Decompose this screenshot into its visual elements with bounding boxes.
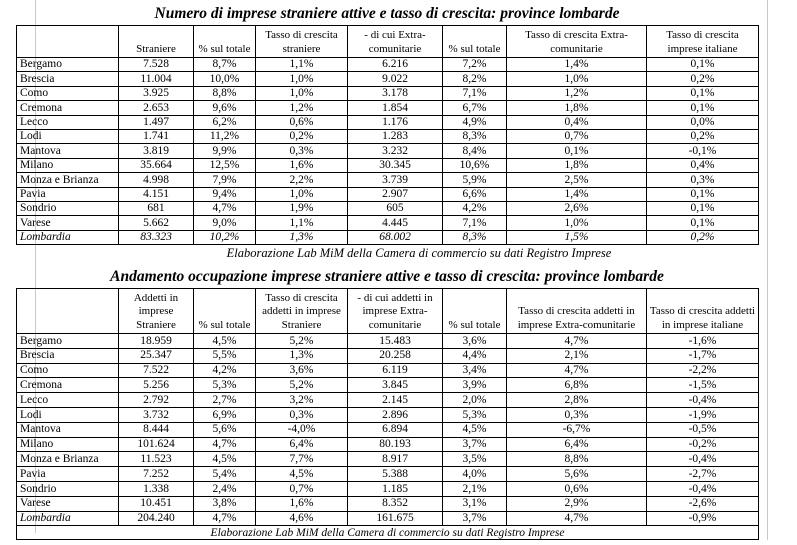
value-cell: 7,2% [443,58,507,72]
column-header-5: % sul totale [443,289,507,334]
value-cell: 6,9% [194,408,256,423]
value-cell: 5,9% [443,173,507,187]
value-cell: 3,6% [443,334,507,349]
value-cell: 6,8% [507,378,647,393]
value-cell: 4,2% [194,363,256,378]
value-cell: 3,1% [443,496,507,511]
value-cell: 0,1% [647,187,759,201]
table-row [17,101,759,115]
province-cell: Lecco [17,393,119,408]
value-cell: 1,0% [507,216,647,230]
value-cell: 2,9% [507,496,647,511]
table2-body [17,334,759,526]
value-cell: 5,4% [194,467,256,482]
province-cell: Sondrio [17,201,119,215]
value-cell: 6.119 [348,363,443,378]
value-cell: 2,1% [507,348,647,363]
value-cell: 1,4% [507,58,647,72]
value-cell: 1.497 [119,115,194,129]
province-cell: Milano [17,437,119,452]
value-cell: 5,6% [194,422,256,437]
value-cell: 2.653 [119,101,194,115]
province-cell: Como [17,86,119,100]
column-header-3: Tasso di crescita straniere [256,26,348,58]
table-row [17,437,759,452]
value-cell: 3.732 [119,408,194,423]
column-header-6: Tasso di crescita Extra-comunitarie [507,26,647,58]
value-cell: 9.022 [348,72,443,86]
value-cell: 5,2% [256,334,348,349]
value-cell: 681 [119,201,194,215]
value-cell: 9,4% [194,187,256,201]
value-cell: 0,0% [647,115,759,129]
value-cell: 605 [348,201,443,215]
value-cell: 3,9% [443,378,507,393]
value-cell: 5,5% [194,348,256,363]
table1-body [17,58,759,245]
province-cell: Pavia [17,187,119,201]
value-cell: 1,2% [507,86,647,100]
value-cell: 4.151 [119,187,194,201]
value-cell: 0,7% [256,482,348,497]
value-cell: 3,2% [256,393,348,408]
province-cell: Milano [17,158,119,172]
table-row [17,334,759,349]
table-row [17,86,759,100]
value-cell: 9,6% [194,101,256,115]
value-cell: 6,2% [194,115,256,129]
value-cell: -6,7% [507,422,647,437]
value-cell: 8,3% [443,129,507,143]
province-cell: Mantova [17,144,119,158]
value-cell: 2.145 [348,393,443,408]
value-cell: 4,4% [443,348,507,363]
value-cell: 6,6% [443,187,507,201]
value-cell: 1,4% [507,187,647,201]
value-cell: -0,2% [647,437,759,452]
value-cell: 2.896 [348,408,443,423]
value-cell: 4,7% [507,363,647,378]
value-cell: 0,1% [647,201,759,215]
value-cell: 0,1% [647,216,759,230]
value-cell: 10.451 [119,496,194,511]
column-header-1: Straniere [119,26,194,58]
value-cell: 3,5% [443,452,507,467]
column-header-7: Tasso di crescita imprese italiane [647,26,759,58]
column-header-2: % sul totale [194,26,256,58]
value-cell: 7.252 [119,467,194,482]
value-cell: 7,7% [256,452,348,467]
value-cell: 30.345 [348,158,443,172]
value-cell: 8,7% [194,58,256,72]
value-cell: 2,1% [443,482,507,497]
value-cell: 4,6% [256,511,348,526]
value-cell: 1,6% [256,158,348,172]
value-cell: 18.959 [119,334,194,349]
value-cell: 3.232 [348,144,443,158]
table1-title: Numero di imprese straniere attive e tasso di crescita: province lombarde [154,5,620,22]
value-cell: 0,2% [647,129,759,143]
value-cell: 35.664 [119,158,194,172]
value-cell: -0,1% [647,144,759,158]
table-row [17,158,759,172]
value-cell: 2,8% [507,393,647,408]
value-cell: 1,1% [256,216,348,230]
value-cell: 5.256 [119,378,194,393]
value-cell: 7.528 [119,58,194,72]
value-cell: 83.323 [119,230,194,244]
value-cell: 5.388 [348,467,443,482]
value-cell: 0,4% [647,158,759,172]
value-cell: 2.792 [119,393,194,408]
table-row [17,496,759,511]
value-cell: 3,8% [194,496,256,511]
value-cell: 11,2% [194,129,256,143]
value-cell: 2,7% [194,393,256,408]
value-cell: -1,5% [647,378,759,393]
value-cell: -0,4% [647,452,759,467]
province-cell: Brescia [17,72,119,86]
value-cell: -4,0% [256,422,348,437]
value-cell: 5,6% [507,467,647,482]
table-row [17,467,759,482]
value-cell: 8,2% [443,72,507,86]
value-cell: 8.444 [119,422,194,437]
value-cell: 3,6% [256,363,348,378]
value-cell: 1.176 [348,115,443,129]
column-header-4: - di cui addetti in imprese Extra-comunitarie [348,289,443,334]
value-cell: 12,5% [194,158,256,172]
table-row [17,129,759,143]
value-cell: -1,6% [647,334,759,349]
value-cell: 1,8% [507,101,647,115]
value-cell: 8,3% [443,230,507,244]
value-cell: 0,3% [256,144,348,158]
header-row [17,26,759,58]
table-row [17,201,759,215]
value-cell: 4,7% [507,334,647,349]
value-cell: 4,9% [443,115,507,129]
value-cell: -2,2% [647,363,759,378]
value-cell: 0,1% [647,101,759,115]
value-cell: -0,9% [647,511,759,526]
province-cell: Lecco [17,115,119,129]
value-cell: 1,0% [256,86,348,100]
table-row [17,363,759,378]
table-row [17,58,759,72]
header-row [17,289,759,334]
value-cell: 7,1% [443,86,507,100]
province-cell: Monza e Brianza [17,452,119,467]
value-cell: 1.185 [348,482,443,497]
table1-header [17,26,759,58]
province-cell: Monza e Brianza [17,173,119,187]
table-row [17,511,759,526]
value-cell: 1,6% [256,496,348,511]
value-cell: 0,2% [647,72,759,86]
value-cell: 3.925 [119,86,194,100]
table-row [17,408,759,423]
sheet [16,0,758,540]
value-cell: 161.675 [348,511,443,526]
value-cell: 0,3% [647,173,759,187]
value-cell: 1,3% [256,348,348,363]
value-cell: -0,4% [647,393,759,408]
value-cell: 3,7% [443,511,507,526]
value-cell: 5,2% [256,378,348,393]
value-cell: 1.283 [348,129,443,143]
value-cell: 68.002 [348,230,443,244]
value-cell: 0,3% [507,408,647,423]
table-row [17,378,759,393]
table-row [17,393,759,408]
table2-title: Andamento occupazione imprese straniere attive e tasso di crescita: province lombarde [110,268,664,286]
value-cell: 0,1% [647,58,759,72]
value-cell: 1,1% [256,58,348,72]
value-cell: 7,1% [443,216,507,230]
value-cell: -0,4% [647,482,759,497]
table-row [17,422,759,437]
value-cell: 1.854 [348,101,443,115]
value-cell: 3,4% [443,363,507,378]
value-cell: 1.741 [119,129,194,143]
value-cell: 5.662 [119,216,194,230]
province-cell: Sondrio [17,482,119,497]
value-cell: 0,2% [647,230,759,244]
value-cell: 7.522 [119,363,194,378]
value-cell: 1.338 [119,482,194,497]
value-cell: 3.845 [348,378,443,393]
value-cell: 4,5% [256,467,348,482]
column-header-1: Addetti in imprese Straniere [119,289,194,334]
province-cell: Lodi [17,129,119,143]
province-cell: Brescia [17,348,119,363]
value-cell: 10,0% [194,72,256,86]
province-cell: Lombardia [17,230,119,244]
value-cell: 2,0% [443,393,507,408]
value-cell: 6.894 [348,422,443,437]
value-cell: 3,7% [443,437,507,452]
value-cell: 4.998 [119,173,194,187]
table-row [17,452,759,467]
value-cell: 101.624 [119,437,194,452]
table-row [17,482,759,497]
value-cell: 0,6% [256,115,348,129]
value-cell: 4,5% [443,422,507,437]
value-cell: 6,4% [256,437,348,452]
value-cell: 4,2% [443,201,507,215]
column-header-6: Tasso di crescita addetti in imprese Extra-comunitarie [507,289,647,334]
value-cell: 3.819 [119,144,194,158]
column-header-4: - di cui Extra-comunitarie [348,26,443,58]
table-addetti-imprese-straniere [16,288,759,540]
value-cell: 4,0% [443,467,507,482]
value-cell: 5,3% [194,378,256,393]
value-cell: 11.004 [119,72,194,86]
value-cell: 0,1% [647,86,759,100]
province-cell: Cremona [17,101,119,115]
value-cell: 4,7% [507,511,647,526]
table2-header [17,289,759,334]
value-cell: 1,0% [256,187,348,201]
table-row [17,173,759,187]
province-cell: Como [17,363,119,378]
value-cell: 9,0% [194,216,256,230]
column-header-5: % sul totale [443,26,507,58]
column-header-0 [17,26,119,58]
province-cell: Bergamo [17,334,119,349]
value-cell: 2,6% [507,201,647,215]
value-cell: 6.216 [348,58,443,72]
value-cell: 4,7% [194,511,256,526]
value-cell: 8,8% [194,86,256,100]
value-cell: 2.907 [348,187,443,201]
province-cell: Varese [17,496,119,511]
value-cell: 8,4% [443,144,507,158]
value-cell: 80.193 [348,437,443,452]
value-cell: 1,0% [256,72,348,86]
value-cell: 0,6% [507,482,647,497]
value-cell: 0,3% [256,408,348,423]
value-cell: 1,2% [256,101,348,115]
value-cell: 9,9% [194,144,256,158]
value-cell: -0,5% [647,422,759,437]
table-row [17,72,759,86]
value-cell: 1,8% [507,158,647,172]
value-cell: 0,7% [507,129,647,143]
table-imprese-straniere [16,25,759,245]
value-cell: 4.445 [348,216,443,230]
province-cell: Varese [17,216,119,230]
province-cell: Cremona [17,378,119,393]
table-row [17,230,759,244]
value-cell: -2,6% [647,496,759,511]
value-cell: 1,0% [507,72,647,86]
table-row [17,216,759,230]
value-cell: 8,8% [507,452,647,467]
value-cell: 25.347 [119,348,194,363]
value-cell: 11.523 [119,452,194,467]
value-cell: 3.178 [348,86,443,100]
page-break-guide-right [767,0,768,540]
value-cell: 0,2% [256,129,348,143]
value-cell: 4,5% [194,452,256,467]
value-cell: 10,2% [194,230,256,244]
value-cell: 6,4% [507,437,647,452]
province-cell: Lodi [17,408,119,423]
value-cell: 204.240 [119,511,194,526]
table-row [17,115,759,129]
value-cell: 2,2% [256,173,348,187]
column-header-0 [17,289,119,334]
value-cell: 7,9% [194,173,256,187]
value-cell: 1,5% [507,230,647,244]
value-cell: 8.917 [348,452,443,467]
column-header-3: Tasso di crescita addetti in imprese Straniere [256,289,348,334]
value-cell: -2,7% [647,467,759,482]
province-cell: Pavia [17,467,119,482]
value-cell: 6,7% [443,101,507,115]
column-header-2: % sul totale [194,289,256,334]
table1-source-caption: Elaborazione Lab MiM della Camera di commercio su dati Registro Imprese [226,246,612,261]
value-cell: -1,9% [647,408,759,423]
value-cell: 8.352 [348,496,443,511]
table-row [17,348,759,363]
value-cell: 2,4% [194,482,256,497]
table2-source-caption: Elaborazione Lab MiM della Camera di commercio su dati Registro Imprese [17,526,759,540]
value-cell: 4,7% [194,201,256,215]
value-cell: 0,4% [507,115,647,129]
value-cell: -1,7% [647,348,759,363]
column-header-7: Tasso di crescita addetti in imprese italiane [647,289,759,334]
table2-caption-row [17,526,759,540]
value-cell: 10,6% [443,158,507,172]
value-cell: 2,5% [507,173,647,187]
value-cell: 5,3% [443,408,507,423]
value-cell: 3.739 [348,173,443,187]
value-cell: 20.258 [348,348,443,363]
value-cell: 4,7% [194,437,256,452]
province-cell: Bergamo [17,58,119,72]
value-cell: 0,1% [507,144,647,158]
table-row [17,144,759,158]
value-cell: 1,3% [256,230,348,244]
value-cell: 4,5% [194,334,256,349]
province-cell: Lombardia [17,511,119,526]
value-cell: 1,9% [256,201,348,215]
value-cell: 15.483 [348,334,443,349]
province-cell: Mantova [17,422,119,437]
table-row [17,187,759,201]
